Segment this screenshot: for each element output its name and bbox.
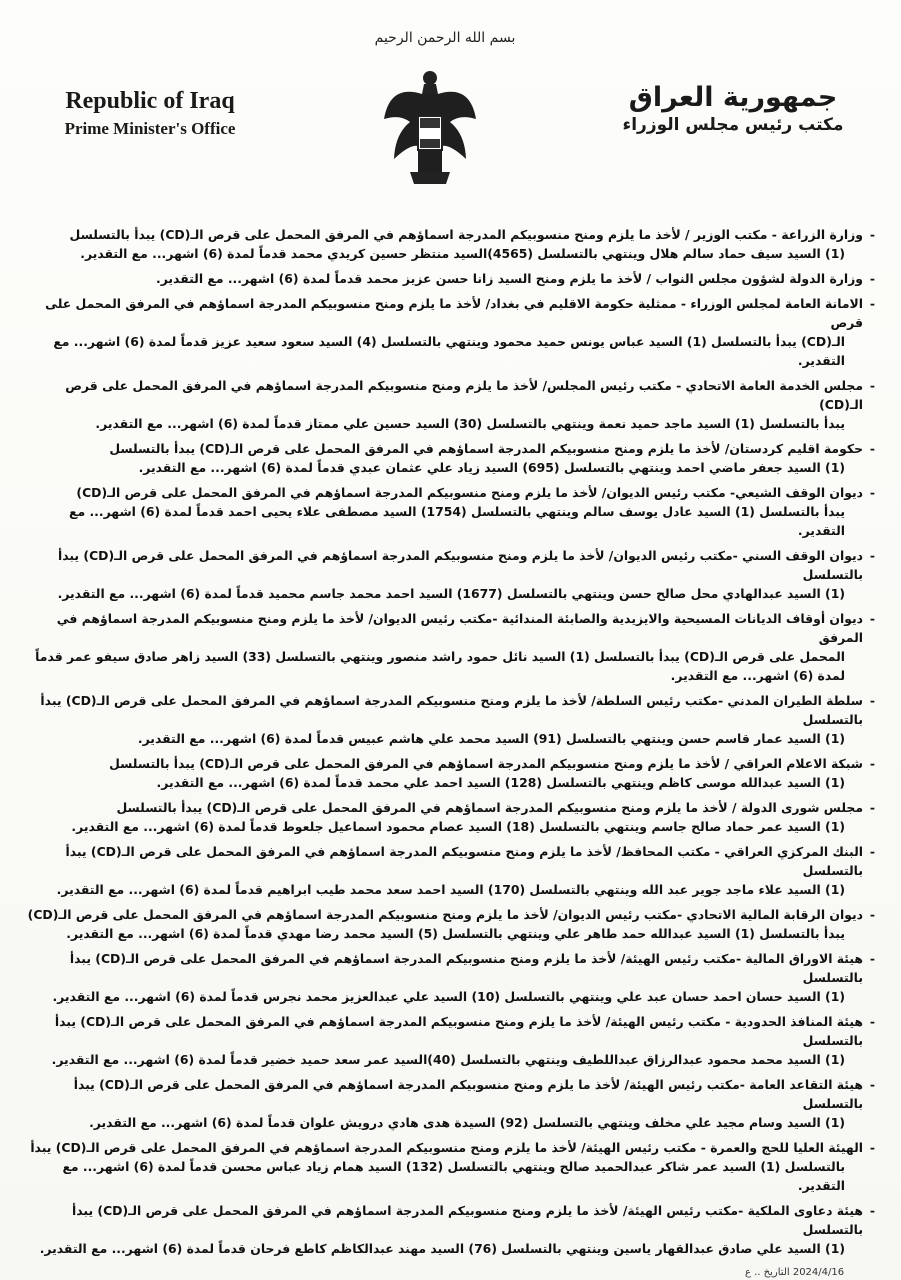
arabic-letterhead xyxy=(603,82,863,135)
english-subtitle: Prime Minister's Office xyxy=(64,119,236,138)
entry-text: - حكومة اقليم كردستان/ لأخذ ما يلزم ومنح منسوبيكم المدرجة اسماؤهم في المرفق المحمل على قرص الـ(CD) يبدأ بالتسلسل xyxy=(109,441,863,456)
list-item xyxy=(20,798,875,836)
entry-detail: الـ(CD) يبدأ بالتسلسل (1) السيد عباس يونس حميد محمود وينتهي بالتسلسل (4) السيد سعود سعيد عزيز قدماً لمدة (6) اشهر... مع التقدير. xyxy=(53,334,845,368)
list-item xyxy=(20,294,875,370)
arabic-subtitle: مكتب رئيس مجلس الوزراء xyxy=(622,115,844,135)
entry-detail: يبدأ بالتسلسل (1) السيد ماجد حميد نعمة وينتهي بالتسلسل (30) السيد حسين علي ممتاز قدماً لمدة (6) اشهر... مع التقدير. xyxy=(95,416,845,431)
entry-text: - مجلس الخدمة العامة الاتحادي - مكتب رئيس المجلس/ لأخذ ما يلزم ومنح منسوبيكم المدرجة اسماؤهم في المرفق المحمل على قرص الـ(CD) xyxy=(65,378,863,412)
list-item xyxy=(20,691,875,748)
reference-footer: 2024/4/16 التاريخ .. ع xyxy=(745,1267,845,1278)
entry-text: - البنك المركزي العراقي - مكتب المحافظ/ لأخذ ما يلزم ومنح منسوبيكم المدرجة اسماؤهم في المرفق المحمل على قرص الـ(CD) يبدأ بالتسلسل xyxy=(65,844,863,878)
entry-text: - الهيئة العليا للحج والعمرة - مكتب رئيس الهيئة/ لأخذ ما يلزم ومنح منسوبيكم المدرجة اسماؤهم في المرفق المحمل على قرص الـ(CD) يبدأ xyxy=(30,1140,863,1155)
list-item xyxy=(20,439,875,477)
list-item xyxy=(20,754,875,792)
entry-detail: (1) السيد عبدالهادي محل صالح حسن وينتهي بالتسلسل (1677) السيد احمد محمد جاسم محميد قدماً لمدة (6) اشهر... مع التقدير. xyxy=(57,586,845,601)
entry-detail: (1) السيد وسام مجيد علي مخلف وينتهي بالتسلسل (92) السيدة هدى هادي درويش علوان قدماً لمدة (6) اشهر... مع التقدير. xyxy=(89,1115,845,1130)
entry-detail: المحمل على قرص الـ(CD) يبدأ بالتسلسل (1) السيد نائل حمود راشد منصور وينتهي بالتسلسل (33) السيد زاهر صادق سيفو عمر قدماً لمدة (6) اشهر... مع التقدير. xyxy=(35,649,845,683)
list-item xyxy=(20,1138,875,1195)
entry-text: - ديوان أوقاف الديانات المسيحية والايزيدية والصابئة المندائية -مكتب رئيس الديوان/ لأخذ ما يلزم ومنح منسوبيكم المدرجة اسماؤهم في المرفق xyxy=(56,611,863,645)
entry-text: - ديوان الوقف الشيعي- مكتب رئيس الديوان/ لأخذ ما يلزم ومنح منسوبيكم المدرجة اسماؤهم في المرفق المحمل على قرص الـ(CD) xyxy=(76,485,863,500)
list-item xyxy=(20,949,875,1006)
list-item xyxy=(20,609,875,685)
entry-text: - سلطة الطيران المدني -مكتب رئيس السلطة/ لأخذ ما يلزم ومنح منسوبيكم المدرجة اسماؤهم في المرفق المحمل على قرص الـ(CD) يبدأ بالتسلسل xyxy=(40,693,863,727)
list-item xyxy=(20,225,875,263)
entry-detail: (1) السيد محمد محمود عبدالرزاق عبداللطيف وينتهي بالتسلسل (40)السيد عمر سعد حميد خضير قدماً لمدة (6) اشهر... مع التقدير. xyxy=(51,1052,845,1067)
entry-text: - هيئة دعاوى الملكية -مكتب رئيس الهيئة/ لأخذ ما يلزم ومنح منسوبيكم المدرجة اسماؤهم في المرفق المحمل على قرص الـ(CD) يبدأ بالتسلسل xyxy=(72,1203,863,1237)
entry-detail: بالتسلسل (1) السيد عمر شاكر عبدالحميد صالح وينتهي بالتسلسل (132) السيد همام زياد عباس محسن قدماً لمدة (6) اشهر... مع التقدير. xyxy=(62,1159,845,1193)
entry-text: - هيئة الاوراق المالية -مكتب رئيس الهيئة/ لأخذ ما يلزم ومنح منسوبيكم المدرجة اسماؤهم في المرفق المحمل على قرص الـ(CD) يبدأ بالتسلسل xyxy=(69,951,863,985)
list-item xyxy=(20,842,875,899)
basmala-header: بسم الله الرحمن الرحيم xyxy=(374,30,516,46)
entry-text: - ديوان الرقابة المالية الاتحادي -مكتب رئيس الديوان/ لأخذ ما يلزم ومنح منسوبيكم المدرجة اسماؤهم في المرفق المحمل على قرص الـ(CD) xyxy=(27,907,863,922)
entry-text: - وزارة الدولة لشؤون مجلس النواب / لأخذ ما يلزم ومنح السيد زانا حسن عزيز محمد قدماً لمدة (6) اشهر... مع التقدير. xyxy=(155,271,863,286)
english-letterhead xyxy=(30,88,270,139)
entry-detail: (1) السيد عمر حماد صالح جاسم وينتهي بالتسلسل (18) السيد عصام محمود اسماعيل جلعوط قدماً لمدة (6) اشهر... مع التقدير. xyxy=(71,819,845,834)
list-item xyxy=(20,1201,875,1258)
directive-list xyxy=(20,225,875,1264)
entry-detail: (1) السيد حسان احمد حسان عبد علي وينتهي بالتسلسل (10) السيد علي عبدالعزيز محمد نجرس قدماً لمدة (6) اشهر... مع التقدير. xyxy=(52,989,845,1004)
list-item xyxy=(20,269,875,288)
list-item xyxy=(20,546,875,603)
entry-detail: يبدأ بالتسلسل (1) السيد عادل يوسف سالم وينتهي بالتسلسل (1754) السيد مصطفى علاء يحيى احمد قدماً لمدة (6) اشهر... مع التقدير. xyxy=(69,504,845,538)
entry-text: - ديوان الوقف السني -مكتب رئيس الديوان/ لأخذ ما يلزم ومنح منسوبيكم المدرجة اسماؤهم في المرفق المحمل على قرص الـ(CD) يبدأ بالتسلسل xyxy=(57,548,863,582)
list-item xyxy=(20,483,875,540)
entry-detail: (1) السيد جعفر ماضي احمد وينتهي بالتسلسل (695) السيد زياد علي عثمان عبدي قدماً لمدة (6) اشهر... مع التقدير. xyxy=(138,460,845,475)
entry-text: - وزارة الزراعة - مكتب الوزير / لأخذ ما يلزم ومنح منسوبيكم المدرجة اسماؤهم في المرفق المحمل على قرص الـ(CD) يبدأ بالتسلسل xyxy=(69,227,863,242)
list-item xyxy=(20,1012,875,1069)
entry-text: - هيئة التقاعد العامة -مكتب رئيس الهيئة/ لأخذ ما يلزم ومنح منسوبيكم المدرجة اسماؤهم في المرفق المحمل على قرص الـ(CD) يبدأ بالتسلسل xyxy=(73,1077,863,1111)
english-title: Republic of Iraq xyxy=(65,88,235,114)
list-item xyxy=(20,1075,875,1132)
arabic-title: جمهورية العراق xyxy=(628,82,838,113)
list-item xyxy=(20,905,875,943)
entry-text: - مجلس شورى الدولة / لأخذ ما يلزم ومنح منسوبيكم المدرجة اسماؤهم في المرفق المحمل على قرص الـ(CD) يبدأ بالتسلسل xyxy=(116,800,863,815)
entry-text: - الامانة العامة لمجلس الوزراء - ممثلية حكومة الاقليم في بغداد/ لأخذ ما يلزم ومنح منسوبيكم المدرجة اسماؤهم في المرفق المحمل على قرص xyxy=(45,296,863,330)
entry-detail: (1) السيد علي صادق عبدالقهار ياسين وينتهي بالتسلسل (76) السيد مهند عبدالكاظم كاطع فرحان قدماً لمدة (6) اشهر... مع التقدير. xyxy=(39,1241,845,1256)
entry-detail: (1) السيد علاء ماجد جوير عبد الله وينتهي بالتسلسل (170) السيد احمد سعد محمد طيب ابراهيم قدماً لمدة (6) اشهر... مع التقدير. xyxy=(56,882,845,897)
entry-text: - شبكة الاعلام العراقي / لأخذ ما يلزم ومنح منسوبيكم المدرجة اسماؤهم في المرفق المحمل على قرص الـ(CD) يبدأ بالتسلسل xyxy=(109,756,863,771)
entry-detail: (1) السيد سيف حماد سالم هلال وينتهي بالتسلسل (4565)السيد منتظر حسين كريدي محمد قدماً لمدة (6) اشهر... مع التقدير. xyxy=(80,246,845,261)
iraq-eagle-emblem-icon xyxy=(380,64,480,194)
list-item xyxy=(20,376,875,433)
entry-detail: (1) السيد عبدالله موسى كاظم وينتهي بالتسلسل (128) السيد احمد علي محمد قدماً لمدة (6) اشهر... مع التقدير. xyxy=(156,775,845,790)
entry-detail: (1) السيد عمار قاسم حسن وينتهي بالتسلسل (91) السيد محمد علي هاشم عبيس قدماً لمدة (6) اشهر... مع التقدير. xyxy=(137,731,845,746)
entry-text: - هيئة المنافذ الحدودية - مكتب رئيس الهيئة/ لأخذ ما يلزم ومنح منسوبيكم المدرجة اسماؤهم في المرفق المحمل على قرص الـ(CD) يبدأ بالتسلسل xyxy=(54,1014,863,1048)
entry-detail: يبدأ بالتسلسل (1) السيد عبدالله حمد طاهر علي وينتهي بالتسلسل (5) السيد محمد رضا مهدي قدماً لمدة (6) اشهر... مع التقدير. xyxy=(66,926,845,941)
